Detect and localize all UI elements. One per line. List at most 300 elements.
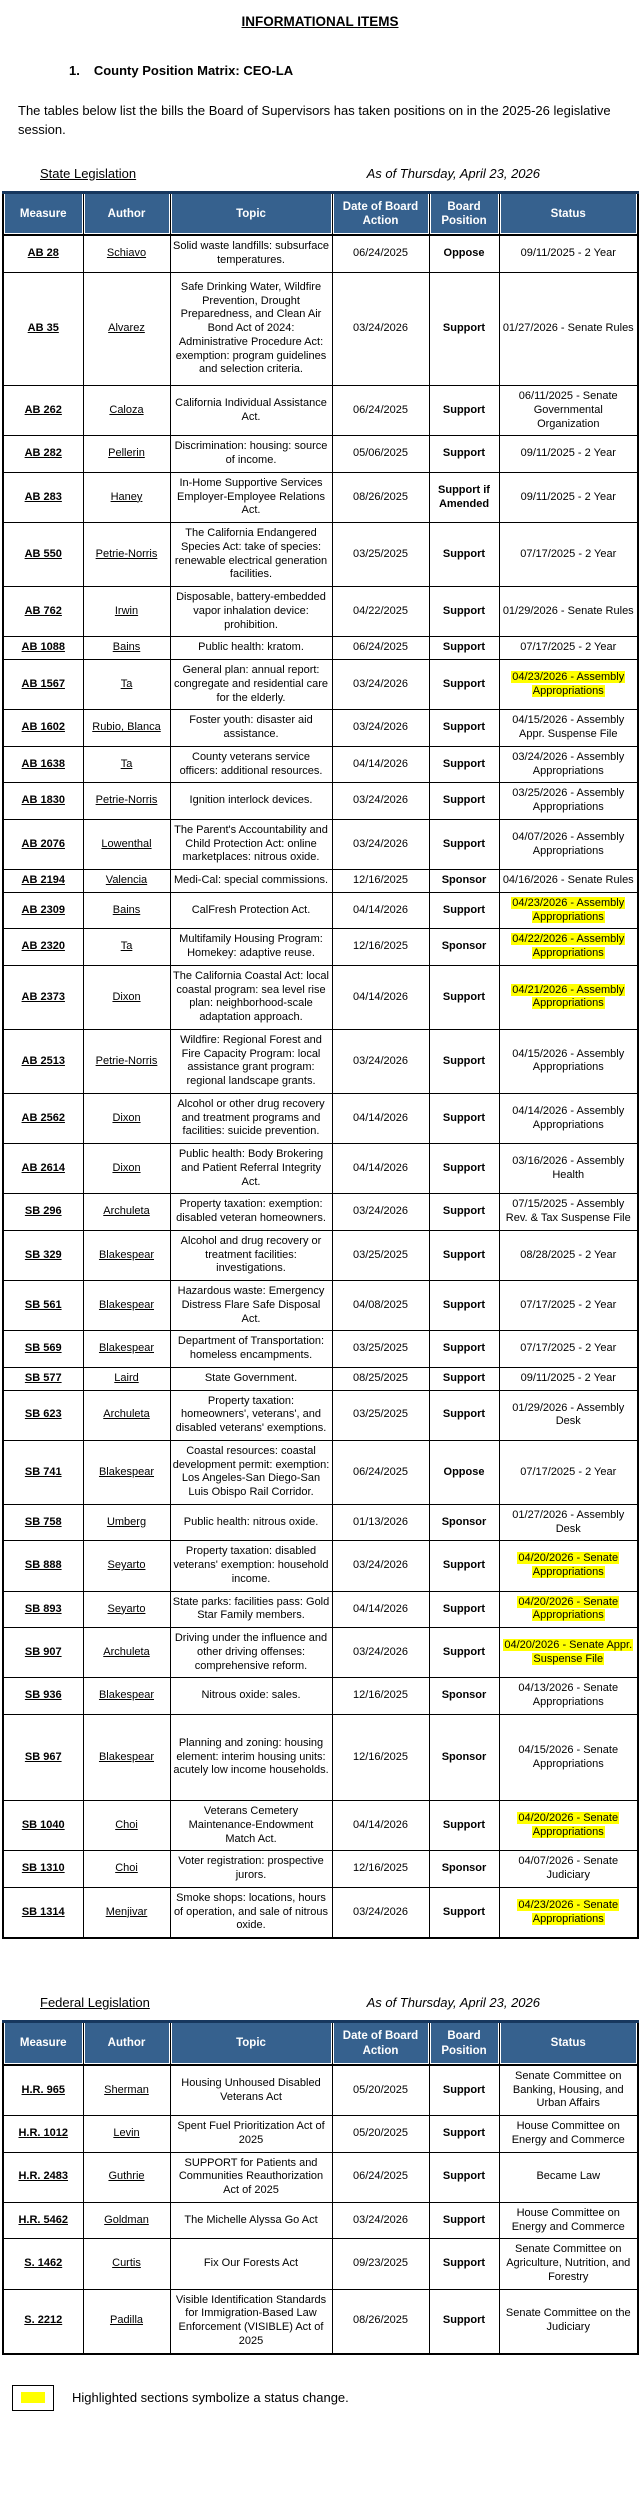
topic-cell: Multifamily Housing Program: Homekey: adaptive reuse. <box>170 929 332 966</box>
status-text: 04/07/2026 - Assembly Appropriations <box>512 830 625 857</box>
status-cell <box>499 660 638 710</box>
author-cell <box>83 386 170 436</box>
measure-link[interactable]: AB 35 <box>27 322 59 335</box>
measure-link[interactable]: AB 283 <box>24 490 62 503</box>
status-text: 01/27/2026 - Assembly Desk <box>512 1508 625 1535</box>
position-cell: Support <box>429 2289 499 2354</box>
author-link[interactable]: Petrie-Norris <box>95 1054 158 1067</box>
status-text: 09/11/2025 - 2 Year <box>520 1371 616 1384</box>
date-cell: 06/24/2025 <box>332 1440 429 1504</box>
status-cell <box>499 965 638 1029</box>
status-cell <box>499 2065 638 2116</box>
position-cell: Support <box>429 892 499 929</box>
status-text: Senate Committee on Agriculture, Nutrition, and Forestry <box>506 2243 631 2283</box>
date-cell: 04/14/2026 <box>332 746 429 783</box>
topic-cell: Spent Fuel Prioritization Act of 2025 <box>170 2116 332 2153</box>
author-link[interactable]: Pellerin <box>108 447 145 460</box>
status-text: 04/16/2026 - Senate Rules <box>502 874 634 887</box>
author-link[interactable]: Blakespear <box>98 1750 155 1763</box>
position-cell: Support <box>429 1144 499 1194</box>
author-cell <box>83 1591 170 1628</box>
measure-cell <box>3 819 83 869</box>
status-text-highlighted: 04/21/2026 - Assembly Appropriations <box>512 983 625 1010</box>
author-cell <box>83 1281 170 1331</box>
status-cell <box>499 1678 638 1715</box>
status-cell <box>499 1029 638 1093</box>
topic-cell: Ignition interlock devices. <box>170 783 332 820</box>
table-row <box>3 892 638 929</box>
status-cell <box>499 272 638 385</box>
author-link[interactable]: Bains <box>112 641 141 654</box>
author-cell <box>83 1230 170 1280</box>
topic-cell: Alcohol and drug recovery or treatment facilities: investigations. <box>170 1230 332 1280</box>
measure-link[interactable]: H.R. 965 <box>21 2083 65 2096</box>
author-link[interactable]: Blakespear <box>98 1689 155 1702</box>
author-link[interactable]: Dixon <box>112 990 141 1003</box>
author-link[interactable]: Bains <box>112 903 141 916</box>
measure-link[interactable]: SB 936 <box>24 1689 62 1702</box>
status-text-highlighted: 04/22/2026 - Assembly Appropriations <box>512 933 625 960</box>
status-cell <box>499 1504 638 1541</box>
date-cell: 04/08/2025 <box>332 1281 429 1331</box>
author-cell <box>83 2152 170 2202</box>
table-row <box>3 1144 638 1194</box>
measure-cell <box>3 1390 83 1440</box>
topic-cell: Property taxation: homeowners', veterans', and disabled veterans' exemptions. <box>170 1390 332 1440</box>
measure-link[interactable]: SB 888 <box>24 1559 62 1572</box>
status-cell <box>499 472 638 522</box>
author-link[interactable]: Blakespear <box>98 1248 155 1261</box>
author-link[interactable]: Choi <box>115 1862 138 1875</box>
topic-cell: Foster youth: disaster aid assistance. <box>170 710 332 747</box>
measure-link[interactable]: AB 2513 <box>21 1054 65 1067</box>
date-cell: 04/14/2026 <box>332 965 429 1029</box>
author-cell <box>83 1541 170 1591</box>
position-cell: Sponsor <box>429 1714 499 1800</box>
author-link[interactable]: Guthrie <box>108 2170 145 2183</box>
author-link[interactable]: Archuleta <box>103 1645 150 1658</box>
status-text: 03/16/2026 - Assembly Health <box>512 1155 625 1181</box>
author-link[interactable]: Blakespear <box>98 1342 155 1355</box>
table-row <box>3 1194 638 1231</box>
status-cell <box>499 2289 638 2354</box>
author-cell <box>83 2202 170 2239</box>
position-cell: Support <box>429 2239 499 2289</box>
page-title: INFORMATIONAL ITEMS <box>241 14 399 29</box>
author-link[interactable]: Laird <box>114 1371 139 1384</box>
position-cell: Support <box>429 2202 499 2239</box>
measure-link[interactable]: AB 262 <box>24 403 62 416</box>
topic-cell: Alcohol or other drug recovery and treatment programs and facilities: suicide prevention. <box>170 1093 332 1143</box>
status-cell <box>499 1714 638 1800</box>
author-cell <box>83 1504 170 1541</box>
author-link[interactable]: Blakespear <box>98 1298 155 1311</box>
status-cell <box>499 1331 638 1368</box>
table-row <box>3 1093 638 1143</box>
topic-cell: The Parent's Accountability and Child Protection Act: online marketplaces: nitrous oxide. <box>170 819 332 869</box>
highlight-swatch <box>12 2385 54 2411</box>
author-cell <box>83 1331 170 1368</box>
topic-cell: Solid waste landfills: subsurface temperatures. <box>170 235 332 272</box>
author-link[interactable]: Choi <box>115 1818 138 1831</box>
date-cell: 03/25/2025 <box>332 1230 429 1280</box>
date-cell: 03/24/2026 <box>332 660 429 710</box>
column-header-date-of-board-action: Date of Board Action <box>332 2022 429 2065</box>
table-header-row <box>3 192 638 235</box>
measure-link[interactable]: AB 28 <box>27 247 59 260</box>
author-link[interactable]: Alvarez <box>108 322 145 335</box>
measure-link[interactable]: SB 741 <box>24 1465 62 1478</box>
measure-cell <box>3 1230 83 1280</box>
measure-link[interactable]: H.R. 1012 <box>18 2127 69 2140</box>
author-cell <box>83 2239 170 2289</box>
author-link[interactable]: Archuleta <box>103 1205 150 1218</box>
author-link[interactable]: Sherman <box>104 2083 149 2096</box>
topic-cell: Housing Unhoused Disabled Veterans Act <box>170 2065 332 2116</box>
measure-cell <box>3 892 83 929</box>
measure-cell <box>3 2065 83 2116</box>
status-cell <box>499 637 638 660</box>
author-link[interactable]: Curtis <box>112 2257 141 2270</box>
measure-link[interactable]: AB 2614 <box>21 1161 65 1174</box>
measure-link[interactable]: SB 329 <box>24 1248 62 1261</box>
table-row <box>3 2152 638 2202</box>
table-row <box>3 929 638 966</box>
author-cell <box>83 1390 170 1440</box>
author-link[interactable]: Schiavo <box>106 247 147 260</box>
status-text: 04/15/2026 - Assembly Appropriations <box>512 1047 625 1074</box>
author-cell <box>83 523 170 587</box>
position-cell: Support <box>429 637 499 660</box>
column-header-measure: Measure <box>3 2022 83 2065</box>
author-link[interactable]: Ta <box>120 677 133 690</box>
measure-link[interactable]: SB 893 <box>24 1602 62 1615</box>
author-link[interactable]: Irwin <box>114 604 139 617</box>
measure-link[interactable]: SB 623 <box>24 1408 62 1421</box>
position-cell: Support <box>429 1887 499 1938</box>
status-text: 08/28/2025 - 2 Year <box>520 1248 617 1261</box>
measure-link[interactable]: SB 1310 <box>21 1862 65 1875</box>
author-link[interactable]: Dixon <box>112 1161 141 1174</box>
status-cell <box>499 1851 638 1888</box>
measure-cell <box>3 660 83 710</box>
state-legislation-table <box>2 191 639 1940</box>
author-link[interactable]: Ta <box>120 940 133 953</box>
topic-cell: Driving under the influence and other driving offenses: comprehensive reform. <box>170 1628 332 1678</box>
measure-link[interactable]: SB 577 <box>24 1371 62 1384</box>
position-cell: Oppose <box>429 1440 499 1504</box>
measure-link[interactable]: AB 2562 <box>21 1111 65 1124</box>
table-row <box>3 472 638 522</box>
topic-cell: Property taxation: exemption: disabled veteran homeowners. <box>170 1194 332 1231</box>
position-cell: Sponsor <box>429 929 499 966</box>
column-header-measure: Measure <box>3 192 83 235</box>
table-row <box>3 965 638 1029</box>
date-cell: 03/24/2026 <box>332 2202 429 2239</box>
topic-cell: Nitrous oxide: sales. <box>170 1678 332 1715</box>
status-cell <box>499 892 638 929</box>
state-table-caption <box>0 166 640 181</box>
table-row <box>3 710 638 747</box>
author-cell <box>83 1714 170 1800</box>
status-text: 04/15/2026 - Senate Appropriations <box>518 1743 619 1770</box>
measure-cell <box>3 870 83 893</box>
measure-link[interactable]: AB 1830 <box>21 794 65 807</box>
topic-cell: The California Endangered Species Act: take of species: renewable electrical generation facilities. <box>170 523 332 587</box>
status-text: 07/17/2025 - 2 Year <box>520 547 617 560</box>
table-row <box>3 2116 638 2153</box>
author-link[interactable]: Padilla <box>109 2314 144 2327</box>
position-cell: Sponsor <box>429 1504 499 1541</box>
status-cell <box>499 1367 638 1390</box>
table-row <box>3 1281 638 1331</box>
measure-cell <box>3 1194 83 1231</box>
topic-cell: Smoke shops: locations, hours of operation, and sale of nitrous oxide. <box>170 1887 332 1938</box>
position-cell: Support <box>429 660 499 710</box>
section-number: 1. <box>69 63 80 78</box>
measure-cell <box>3 587 83 637</box>
topic-cell: Visible Identification Standards for Immigration-Based Law Enforcement (VISIBLE) Act of 2025 <box>170 2289 332 2354</box>
federal-legislation-section <box>0 1995 640 2355</box>
topic-cell: In-Home Supportive Services Employer-Employee Relations Act. <box>170 472 332 522</box>
measure-link[interactable]: SB 569 <box>24 1342 62 1355</box>
measure-cell <box>3 2239 83 2289</box>
date-cell: 04/14/2026 <box>332 1801 429 1851</box>
table-row <box>3 1367 638 1390</box>
author-link[interactable]: Caloza <box>109 403 144 416</box>
measure-cell <box>3 2116 83 2153</box>
status-cell <box>499 870 638 893</box>
measure-link[interactable]: AB 2373 <box>21 990 65 1003</box>
topic-cell: Coastal resources: coastal development permit: exemption: Los Angeles-San Diego-San Luis Obispo Rail Corridor. <box>170 1440 332 1504</box>
measure-link[interactable]: S. 2212 <box>24 2314 63 2327</box>
author-link[interactable]: Valencia <box>105 874 148 887</box>
author-cell <box>83 272 170 385</box>
status-cell <box>499 1390 638 1440</box>
date-cell: 03/24/2026 <box>332 1029 429 1093</box>
author-link[interactable]: Dixon <box>112 1111 141 1124</box>
measure-cell <box>3 1144 83 1194</box>
measure-cell <box>3 1367 83 1390</box>
status-cell <box>499 235 638 272</box>
topic-cell: California Individual Assistance Act. <box>170 386 332 436</box>
date-cell: 09/23/2025 <box>332 2239 429 2289</box>
author-cell <box>83 892 170 929</box>
measure-link[interactable]: AB 762 <box>24 604 62 617</box>
federal-legislation-table <box>2 2020 639 2355</box>
status-cell <box>499 710 638 747</box>
measure-cell <box>3 436 83 473</box>
measure-link[interactable]: AB 550 <box>24 547 62 560</box>
measure-link[interactable]: AB 2076 <box>21 837 65 850</box>
date-cell: 05/06/2025 <box>332 436 429 473</box>
measure-link[interactable]: AB 282 <box>24 447 62 460</box>
date-cell: 03/24/2026 <box>332 1541 429 1591</box>
author-cell <box>83 2289 170 2354</box>
author-cell <box>83 746 170 783</box>
position-cell: Support <box>429 587 499 637</box>
measure-link[interactable]: H.R. 2483 <box>18 2170 69 2183</box>
status-cell <box>499 783 638 820</box>
topic-cell: Public health: nitrous oxide. <box>170 1504 332 1541</box>
author-link[interactable]: Menjivar <box>105 1905 148 1918</box>
measure-cell <box>3 965 83 1029</box>
measure-cell <box>3 1281 83 1331</box>
federal-legislation-label: Federal Legislation <box>40 1995 150 2011</box>
date-cell: 03/25/2025 <box>332 1390 429 1440</box>
measure-link[interactable]: SB 561 <box>24 1298 62 1311</box>
state-legislation-label: State Legislation <box>40 165 137 181</box>
position-cell: Support <box>429 746 499 783</box>
measure-cell <box>3 523 83 587</box>
topic-cell: CalFresh Protection Act. <box>170 892 332 929</box>
author-link[interactable]: Petrie-Norris <box>95 547 158 560</box>
column-header-board-position: Board Position <box>429 2022 499 2065</box>
measure-link[interactable]: AB 1638 <box>21 757 65 770</box>
table-row <box>3 637 638 660</box>
author-cell <box>83 819 170 869</box>
status-cell <box>499 819 638 869</box>
measure-cell <box>3 1440 83 1504</box>
table-row <box>3 2065 638 2116</box>
measure-cell <box>3 1029 83 1093</box>
measure-cell <box>3 1504 83 1541</box>
author-cell <box>83 660 170 710</box>
date-cell: 04/14/2026 <box>332 1144 429 1194</box>
status-cell <box>499 1230 638 1280</box>
status-text: Senate Committee on Banking, Housing, and Urban Affairs <box>512 2069 624 2110</box>
table-row <box>3 1440 638 1504</box>
position-cell: Sponsor <box>429 1678 499 1715</box>
author-cell <box>83 1628 170 1678</box>
author-link[interactable]: Seyarto <box>107 1602 146 1615</box>
status-cell <box>499 587 638 637</box>
date-cell: 05/20/2025 <box>332 2116 429 2153</box>
table-row <box>3 746 638 783</box>
measure-cell <box>3 1678 83 1715</box>
table-row <box>3 2289 638 2354</box>
position-cell: Support <box>429 2152 499 2202</box>
measure-link[interactable]: S. 1462 <box>24 2257 63 2270</box>
author-cell <box>83 472 170 522</box>
measure-cell <box>3 746 83 783</box>
author-link[interactable]: Haney <box>110 490 143 503</box>
author-link[interactable]: Levin <box>113 2127 140 2140</box>
status-text: 07/17/2025 - 2 Year <box>520 1342 617 1355</box>
position-cell: Support <box>429 272 499 385</box>
measure-link[interactable]: SB 967 <box>24 1750 62 1763</box>
measure-link[interactable]: AB 1567 <box>21 677 65 690</box>
author-link[interactable]: Goldman <box>104 2213 149 2226</box>
date-cell: 04/14/2026 <box>332 1093 429 1143</box>
status-text: Became Law <box>536 2170 601 2183</box>
status-text: 09/11/2025 - 2 Year <box>520 490 616 503</box>
status-text: 03/25/2026 - Assembly Appropriations <box>512 787 625 814</box>
measure-link[interactable]: AB 2194 <box>21 874 65 887</box>
author-cell <box>83 1678 170 1715</box>
date-cell: 06/24/2025 <box>332 637 429 660</box>
measure-link[interactable]: H.R. 5462 <box>18 2213 69 2226</box>
table-row <box>3 819 638 869</box>
status-text: 07/15/2025 - Assembly Rev. & Tax Suspense File <box>505 1198 631 1225</box>
author-link[interactable]: Rubio, Blanca <box>92 721 161 734</box>
table-row <box>3 386 638 436</box>
measure-link[interactable]: AB 1088 <box>21 641 65 654</box>
status-cell <box>499 2239 638 2289</box>
date-cell: 08/26/2025 <box>332 2289 429 2354</box>
measure-link[interactable]: AB 2320 <box>21 940 65 953</box>
measure-link[interactable]: AB 1602 <box>21 721 65 734</box>
status-cell <box>499 1440 638 1504</box>
author-cell <box>83 1194 170 1231</box>
author-link[interactable]: Blakespear <box>98 1465 155 1478</box>
position-cell: Support <box>429 1230 499 1280</box>
position-cell: Support <box>429 1194 499 1231</box>
date-cell: 12/16/2025 <box>332 1714 429 1800</box>
status-text: 01/29/2026 - Senate Rules <box>502 604 634 617</box>
table-row <box>3 1591 638 1628</box>
status-cell <box>499 2116 638 2153</box>
author-cell <box>83 1801 170 1851</box>
position-cell: Support <box>429 783 499 820</box>
table-row <box>3 1887 638 1938</box>
status-text: 07/17/2025 - 2 Year <box>520 1298 617 1311</box>
status-cell <box>499 1591 638 1628</box>
measure-link[interactable]: SB 1314 <box>21 1905 65 1918</box>
status-text: 09/11/2025 - 2 Year <box>520 447 616 460</box>
status-cell <box>499 523 638 587</box>
measure-link[interactable]: SB 907 <box>24 1645 62 1658</box>
topic-cell: State Government. <box>170 1367 332 1390</box>
measure-link[interactable]: SB 1040 <box>21 1818 65 1831</box>
measure-cell <box>3 2289 83 2354</box>
measure-link[interactable]: SB 296 <box>24 1205 62 1218</box>
status-cell <box>499 1628 638 1678</box>
topic-cell: General plan: annual report: congregate and residential care for the elderly. <box>170 660 332 710</box>
column-header-topic: Topic <box>170 2022 332 2065</box>
section-heading <box>69 63 640 78</box>
table-row <box>3 235 638 272</box>
topic-cell: SUPPORT for Patients and Communities Reauthorization Act of 2025 <box>170 2152 332 2202</box>
author-cell <box>83 965 170 1029</box>
author-link[interactable]: Lowenthal <box>101 837 152 850</box>
measure-link[interactable]: SB 758 <box>24 1515 62 1528</box>
column-header-status: Status <box>499 2022 638 2065</box>
date-cell: 06/24/2025 <box>332 2152 429 2202</box>
table-header-row <box>3 2022 638 2065</box>
author-link[interactable]: Umberg <box>106 1515 147 1528</box>
author-cell <box>83 1144 170 1194</box>
status-text: 04/14/2026 - Assembly Appropriations <box>512 1104 625 1131</box>
date-cell: 12/16/2025 <box>332 929 429 966</box>
topic-cell: Department of Transportation: homeless encampments. <box>170 1331 332 1368</box>
status-text-highlighted: 04/23/2026 - Senate Appropriations <box>518 1898 619 1925</box>
author-link[interactable]: Seyarto <box>107 1559 146 1572</box>
status-cell <box>499 436 638 473</box>
position-cell: Oppose <box>429 235 499 272</box>
topic-cell: Property taxation: disabled veterans' exemption: household income. <box>170 1541 332 1591</box>
author-link[interactable]: Ta <box>120 757 133 770</box>
position-cell: Support <box>429 1591 499 1628</box>
table-row <box>3 660 638 710</box>
status-text: 07/17/2025 - 2 Year <box>520 641 617 654</box>
author-link[interactable]: Archuleta <box>103 1408 150 1421</box>
date-cell: 04/14/2026 <box>332 1591 429 1628</box>
author-cell <box>83 1029 170 1093</box>
position-cell: Support <box>429 523 499 587</box>
author-link[interactable]: Petrie-Norris <box>95 794 158 807</box>
measure-link[interactable]: AB 2309 <box>21 903 65 916</box>
